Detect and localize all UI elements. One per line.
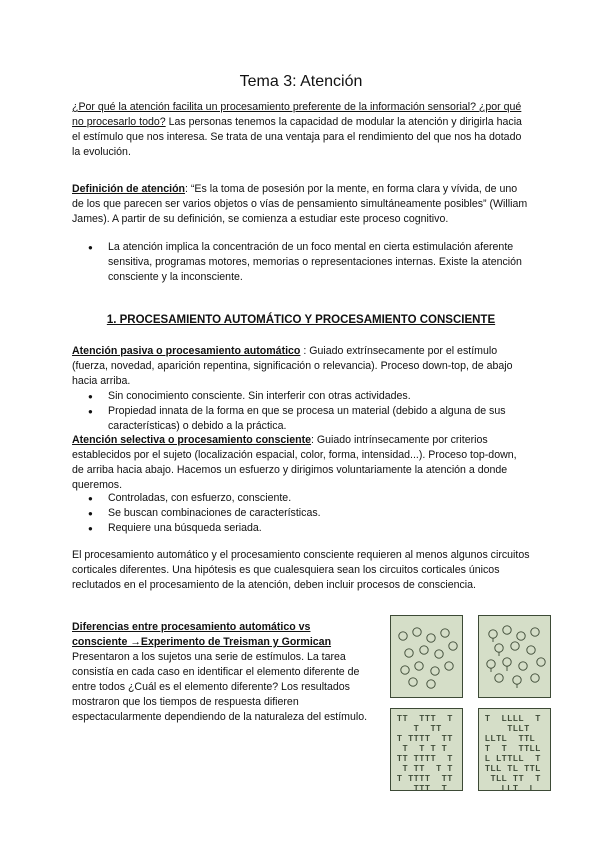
stimulus-letter: T xyxy=(430,744,436,753)
stimulus-letter: T xyxy=(430,714,436,723)
stimulus-letter: L xyxy=(501,734,507,743)
stimulus-letter: T xyxy=(413,784,419,792)
stimulus-letter: T xyxy=(419,744,425,753)
stimulus-circle xyxy=(503,626,511,634)
letter-t-l-stimulus-icon xyxy=(479,709,552,792)
stimulus-letter: L xyxy=(529,734,535,743)
stimulus-circle xyxy=(531,628,539,636)
stimulus-letter: T xyxy=(430,754,436,763)
stimulus-letter: T xyxy=(524,734,530,743)
stimulus-circle xyxy=(519,662,527,670)
stimulus-circle xyxy=(517,632,525,640)
stimulus-letter: T xyxy=(485,764,490,773)
stimulus-letter: T xyxy=(513,784,518,792)
intro-text: Las personas tenemos la capacidad de modular la atención y dirigirla hacia el estímulo que nos interesa. Se trata de una ventaja para el rendimiento del que nos ha dotado la evolución. xyxy=(72,116,522,158)
stimulus-letter: T xyxy=(425,774,430,783)
stimulus-circle xyxy=(527,646,535,654)
stimulus-letter: T xyxy=(507,764,513,773)
stimulus-letter: T xyxy=(419,764,425,773)
stimulus-letter: L xyxy=(485,734,490,743)
definition-bullets xyxy=(72,240,530,285)
list-item: ● Controladas, con esfuerzo, consciente. xyxy=(72,491,530,506)
stimulus-letter: L xyxy=(501,784,507,792)
stimulus-letter: T xyxy=(419,754,425,763)
stimulus-circle xyxy=(427,634,435,642)
stimulus-circle xyxy=(441,629,449,637)
stimulus-letter: L xyxy=(507,714,513,723)
circles-panel xyxy=(390,615,463,698)
list-item: ● Se buscan combinaciones de características. xyxy=(72,506,530,521)
stimulus-letter: T xyxy=(447,774,453,783)
stimulus-letter: T xyxy=(507,724,513,733)
stimulus-letter: T xyxy=(441,734,447,743)
consciencia-paragraph: El procesamiento automático y el procesamiento consciente requieren al menos algunos circuitos corticales diferentes. Una hipótesis es que cualesquiera sean los circuitos corticales únicos reclutados en el procesamiento de la atención, deben incluir procesos de consciencia. xyxy=(72,549,530,591)
stimulus-letter: T xyxy=(402,744,408,753)
pasiva-label: Atención pasiva o procesamiento automático xyxy=(72,345,301,357)
stimulus-letter: T xyxy=(501,744,507,753)
stimulus-letter: T xyxy=(419,774,425,783)
stimulus-circle xyxy=(449,642,457,650)
stimulus-letter: T xyxy=(402,714,408,723)
stimulus-letter: T xyxy=(413,724,419,733)
stimulus-circle xyxy=(413,628,421,636)
stimulus-letter: T xyxy=(485,744,490,753)
stimulus-letter: L xyxy=(490,764,496,773)
letter-t-panel xyxy=(390,708,463,791)
definition-paragraph xyxy=(72,182,530,227)
stimulus-letter: L xyxy=(513,724,518,733)
stimulus-letter: L xyxy=(490,734,496,743)
stimulus-letter: L xyxy=(518,714,524,723)
stimulus-letter: T xyxy=(535,714,541,723)
stimulus-letter: T xyxy=(397,774,402,783)
letter-t-stimulus-icon xyxy=(391,709,464,792)
stimulus-letter: L xyxy=(535,744,541,753)
selectiva-text: : Guiado intrínsecamente por criterios establecidos por el sujeto (localización espacial, color, forma, intensidad...). Proceso top-down, de arriba hacia abajo. Hacemos un esfuerzo y dirigimos voluntariamente la atención a donde queremos. xyxy=(72,434,517,491)
stimulus-circle xyxy=(537,658,545,666)
selectiva-bullets xyxy=(72,491,530,536)
stimulus-circle xyxy=(513,676,521,684)
stimulus-letter: T xyxy=(524,744,530,753)
stimulus-circle xyxy=(445,662,453,670)
stimulus-circle xyxy=(427,680,435,688)
stimulus-circle xyxy=(415,662,423,670)
stimulus-letter: L xyxy=(501,714,507,723)
stimulus-letter: T xyxy=(413,754,419,763)
stimulus-letter: L xyxy=(513,764,518,773)
stimulus-letter: T xyxy=(441,784,447,792)
stimulus-letter: T xyxy=(524,724,530,733)
stimulus-circle xyxy=(420,646,428,654)
stimulus-letter: T xyxy=(447,764,453,773)
selectiva-label: Atención selectiva o procesamiento consciente xyxy=(72,434,312,446)
stimulus-letter: T xyxy=(501,754,507,763)
diferencias-heading-line2: consciente →Experimento de Treisman y Gormican xyxy=(72,636,332,648)
stimulus-letter: L xyxy=(501,774,507,783)
diferencias-block xyxy=(72,620,372,725)
stimulus-letter: T xyxy=(408,734,414,743)
stimulus-letter: T xyxy=(529,764,535,773)
definition-label: Definición de atención xyxy=(72,183,186,195)
diferencias-heading-line1: Diferencias entre procesamiento automático vs xyxy=(72,621,311,633)
stimulus-letter: T xyxy=(419,784,425,792)
circles-with-tails-stimulus-icon xyxy=(479,616,552,699)
selectiva-paragraph xyxy=(72,433,530,493)
stimulus-circle xyxy=(409,678,417,686)
intro-question: ¿Por qué la atención facilita un procesamiento preferente de la información sensorial? ¿por qué no procesarlo todo? xyxy=(72,101,522,128)
stimulus-letter: T xyxy=(413,734,419,743)
letter-t-l-panel xyxy=(478,708,551,791)
stimulus-letter: T xyxy=(524,764,530,773)
stimulus-letter: L xyxy=(535,764,541,773)
stimulus-letter: T xyxy=(441,774,447,783)
circles-stimulus-icon xyxy=(391,616,464,699)
stimulus-letter: L xyxy=(518,724,524,733)
stimulus-letter: T xyxy=(507,754,513,763)
stimulus-letter: T xyxy=(490,774,496,783)
stimulus-letter: T xyxy=(535,754,541,763)
pasiva-bullets xyxy=(72,389,530,434)
stimulus-letter: L xyxy=(496,774,502,783)
stimulus-letter: T xyxy=(496,734,502,743)
stimulus-letter: T xyxy=(425,754,430,763)
pasiva-paragraph xyxy=(72,344,530,389)
list-item: ● La atención implica la concentración de un foco mental en cierta estimulación aferente sensitiva, programas motores, memorias o representaciones internas. Existe la atención consciente y la inconsciente. xyxy=(72,240,530,285)
stimulus-letter: L xyxy=(513,714,518,723)
stimulus-circle xyxy=(531,674,539,682)
stimulus-letter: T xyxy=(402,754,408,763)
stimulus-circle xyxy=(405,649,413,657)
list-item: ● Sin conocimiento consciente. Sin interferir con otras actividades. xyxy=(72,389,530,404)
stimulus-letter: T xyxy=(419,714,425,723)
stimulus-letter: L xyxy=(513,754,518,763)
stimulus-letter: T xyxy=(402,764,408,773)
list-item: ● Requiere una búsqueda seriada. xyxy=(72,521,530,536)
stimulus-circle xyxy=(399,632,407,640)
stimulus-letter: T xyxy=(397,714,402,723)
stimulus-circle xyxy=(401,666,409,674)
circles-with-tails-panel xyxy=(478,615,551,698)
stimulus-letter: T xyxy=(535,774,541,783)
stimulus-letter: T xyxy=(441,744,447,753)
stimulus-letter: T xyxy=(408,774,414,783)
stimulus-letter: T xyxy=(397,754,402,763)
stimulus-letter: T xyxy=(419,734,425,743)
stimulus-letter: T xyxy=(513,774,518,783)
stimulus-letter: L xyxy=(529,744,535,753)
stimulus-letter: T xyxy=(518,774,524,783)
stimulus-circle xyxy=(511,642,519,650)
stimulus-letter: T xyxy=(413,774,419,783)
stimulus-letter: L xyxy=(496,764,502,773)
definition-text: : “Es la toma de posesión por la mente, en forma clara y vívida, de uno de los que parecen ser varios objetos o vías de pensamiento simultáneamente posibles” (William James). A partir de su definición, se comienza a estudiar este proceso cognitivo. xyxy=(72,183,528,225)
stimulus-letter: L xyxy=(529,784,535,792)
stimulus-letter: L xyxy=(496,754,502,763)
stimulus-circle xyxy=(489,630,497,638)
diferencias-text: Presentaron a los sujetos una serie de estímulos. La tarea consistía en cada caso en identificar el elemento diferente de entre todos ¿Cuál es el elemento diferente? Los resultados mostraron que los tiempos de respuesta difieren espectacularmente dependiendo de la naturaleza del estímulo. xyxy=(72,651,368,723)
stimulus-letter: T xyxy=(518,744,524,753)
stimulus-circle xyxy=(435,650,443,658)
stimulus-letter: T xyxy=(436,724,442,733)
stimulus-letter: L xyxy=(518,754,524,763)
stimulus-circle xyxy=(487,660,495,668)
stimulus-letter: T xyxy=(447,714,453,723)
stimulus-circle xyxy=(495,644,503,652)
stimulus-letter: T xyxy=(425,714,430,723)
pasiva-text: : Guiado extrínsecamente por el estímulo (fuerza, novedad, aparición repentina, significación o relevancia). Proceso down-top, de abajo hacia arriba. xyxy=(72,345,513,387)
list-item: ● Propiedad innata de la forma en que se procesa un material (debido a alguna de sus características) o debido a la práctica. xyxy=(72,404,530,434)
stimulus-circle xyxy=(431,667,439,675)
intro-paragraph xyxy=(72,100,530,160)
page-title: Tema 3: Atención xyxy=(239,73,363,90)
stimulus-letter: T xyxy=(447,754,453,763)
stimulus-letter: L xyxy=(485,754,490,763)
stimulus-letter: T xyxy=(425,734,430,743)
stimulus-letter: T xyxy=(485,714,490,723)
stimulus-letter: T xyxy=(447,734,453,743)
stimulus-circle xyxy=(495,674,503,682)
stimulus-letter: T xyxy=(425,784,430,792)
stimulus-letter: T xyxy=(397,734,402,743)
stimulus-letter: L xyxy=(507,784,513,792)
stimulus-circle xyxy=(503,658,511,666)
stimulus-letter: T xyxy=(430,724,436,733)
stimulus-letter: T xyxy=(518,734,524,743)
section-heading: 1. PROCESAMIENTO AUTOMÁTICO Y PROCESAMIENTO CONSCIENTE xyxy=(106,314,496,326)
stimulus-letter: T xyxy=(413,764,419,773)
stimulus-letter: T xyxy=(436,764,442,773)
